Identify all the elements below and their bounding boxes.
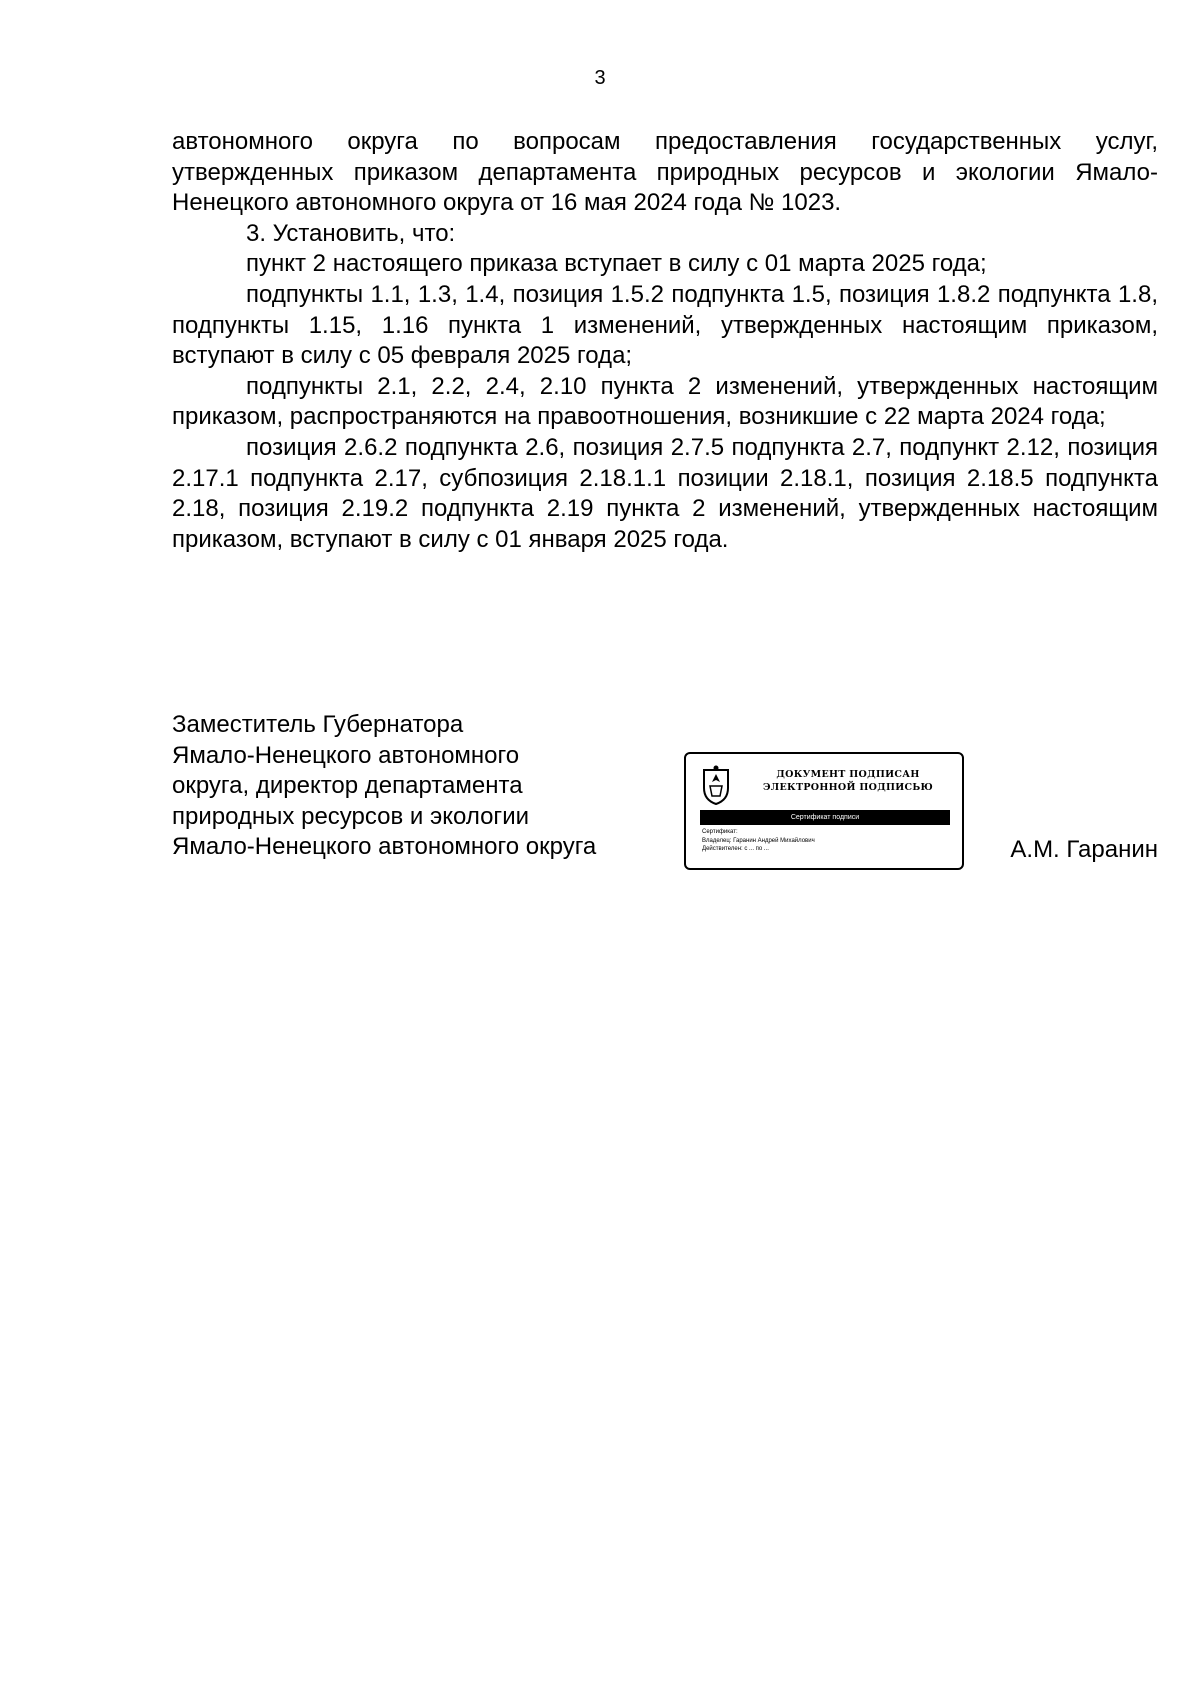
paragraph: 3. Установить, что:: [246, 219, 456, 247]
paragraph: позиция 2.6.2 подпункта 2.6, позиция 2.7.5 подпункта 2.7, подпункт 2.12, позиция 2.17.1 подпункта 2.17, субпозиция 2.18.1.1 позиции 2.18.1, позиция 2.18.5 подпункта 2.18, позиция 2.19.2 подпункта 2.19 пункта 2 изменений, утвержденных настоящим приказом, вступают в силу с 01 января 2025 года.: [172, 433, 1158, 553]
paragraph: подпункты 1.1, 1.3, 1.4, позиция 1.5.2 подпункта 1.5, позиция 1.8.2 подпункта 1.8, подпункты 1.15, 1.16 пункта 1 изменений, утвержденных настоящим приказом, вступают в силу с 05 февраля 2025 года;: [172, 280, 1158, 370]
signer-position-line: Ямало-Ненецкого автономного: [172, 741, 520, 769]
paragraph: автономного округа по вопросам предоставления государственных услуг, утвержденных приказом департамента природных ресурсов и экологии Ямало-Ненецкого автономного округа от 16 мая 2024 года № 1023.: [172, 128, 1158, 217]
paragraph: подпункты 2.1, 2.2, 2.4, 2.10 пункта 2 изменений, утвержденных настоящим приказом, распространяются на правоотношения, возникшие с 22 марта 2024 года;: [172, 372, 1158, 431]
page-number: 3: [594, 67, 606, 89]
stamp-title: [738, 768, 958, 794]
stamp-detail-line: Владелец: Гаранин Андрей Михайлович: [702, 837, 815, 844]
stamp-title-line: ДОКУМЕНТ ПОДПИСАН: [776, 769, 920, 780]
signer-position: [172, 710, 596, 863]
signer-name: А.М. Гаранин: [1010, 836, 1158, 863]
stamp-title-line: ЭЛЕКТРОННОЙ ПОДПИСЬЮ: [762, 782, 934, 793]
signature-block: [172, 710, 1158, 880]
paragraph: пункт 2 настоящего приказа вступает в силу с 01 марта 2025 года;: [246, 250, 987, 278]
stamp-detail-line: Сертификат:: [702, 829, 738, 835]
stamp-details: [702, 828, 952, 854]
signer-position-line: природных ресурсов и экологии: [172, 802, 529, 830]
stamp-certificate-bar: Сертификат подписи: [700, 810, 950, 825]
document-body: [172, 127, 1158, 555]
signer-position-line: округа, директор департамента: [172, 772, 523, 800]
signer-position-line: Заместитель Губернатора: [172, 711, 464, 738]
electronic-signature-stamp: [684, 752, 964, 870]
coat-of-arms-icon: [700, 764, 732, 806]
stamp-detail-line: Действителен: с ... по ...: [702, 846, 769, 852]
signer-position-line: Ямало-Ненецкого автономного округа: [172, 833, 597, 861]
